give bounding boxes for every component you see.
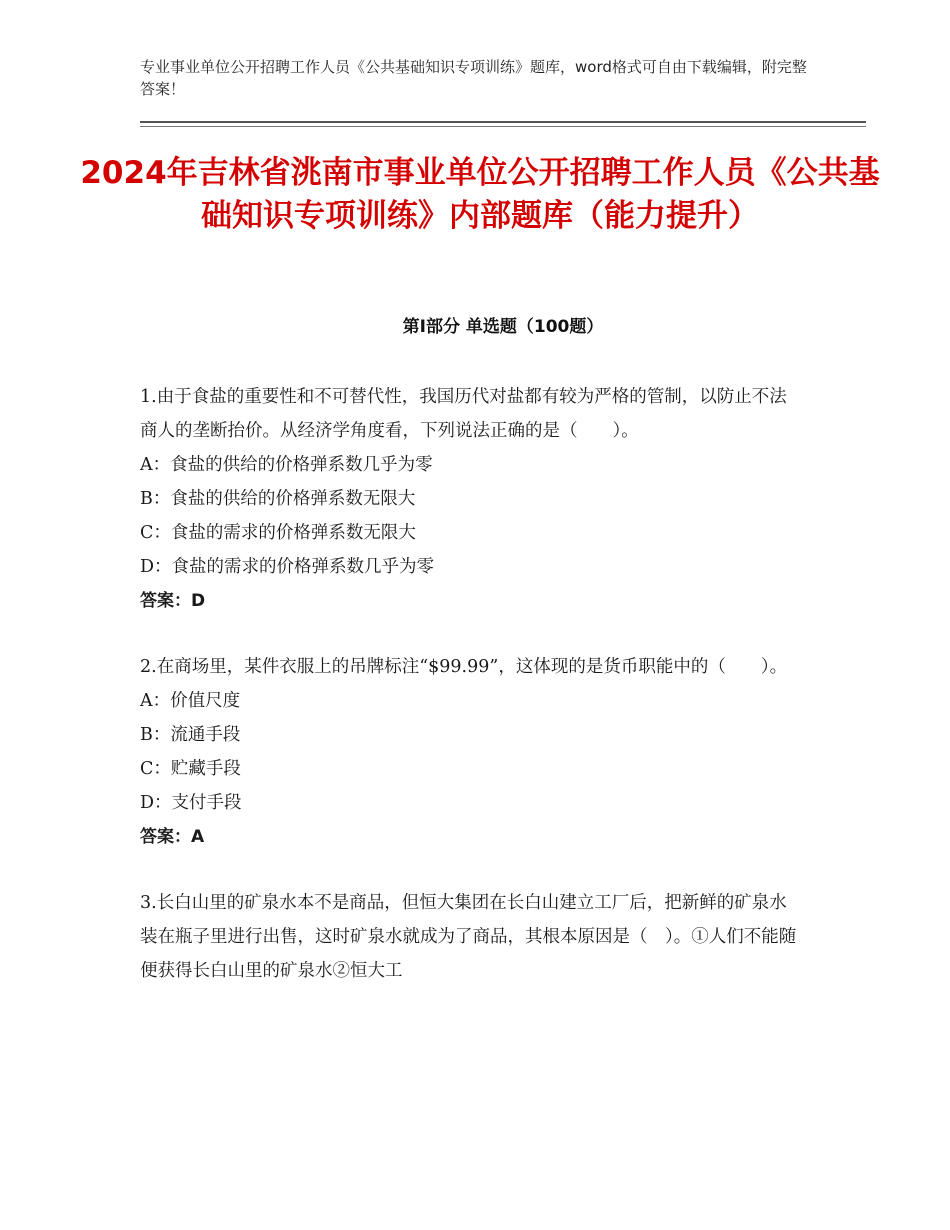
question-1: [140, 380, 800, 618]
answer: 答案：A: [140, 827, 205, 847]
option-c: C：食盐的需求的价格弹系数无限大: [140, 523, 416, 543]
question-stem: 1.由于食盐的重要性和不可替代性，我国历代对盐都有较为严格的管制，以防止不法商人的垄断抬价。从经济学角度看，下列说法正确的是（ ）。: [140, 387, 787, 441]
question-2: [140, 650, 800, 854]
document-title: 2024年吉林省洮南市事业单位公开招聘工作人员《公共基础知识专项训练》内部题库（能力提升）: [80, 155, 880, 234]
option-b: B：流通手段: [140, 725, 241, 745]
question-list: [140, 380, 800, 1020]
option-b: B：食盐的供给的价格弹系数无限大: [140, 489, 416, 509]
option-d: D：支付手段: [140, 793, 242, 813]
header-note: 专业事业单位公开招聘工作人员《公共基础知识专项训练》题库，word格式可自由下载编辑，附完整答案！: [140, 58, 807, 98]
header-rule-thin: [140, 126, 866, 127]
option-a: A：食盐的供给的价格弹系数几乎为零: [140, 455, 433, 475]
option-c: C：贮藏手段: [140, 759, 241, 779]
section-heading: 第Ⅰ部分 单选题（100题）: [402, 317, 604, 337]
option-a: A：价值尺度: [140, 691, 241, 711]
header-rule-thick: [140, 121, 866, 123]
option-d: D：食盐的需求的价格弹系数几乎为零: [140, 557, 435, 577]
question-stem: 3.长白山里的矿泉水本不是商品，但恒大集团在长白山建立工厂后，把新鲜的矿泉水装在瓶子里进行出售，这时矿泉水就成为了商品，其根本原因是（ ）。①人们不能随便获得长白山里的矿泉水②恒大工: [140, 893, 797, 981]
question-stem: 2.在商场里，某件衣服上的吊牌标注“$99.99”，这体现的是货币职能中的（ ）。: [140, 657, 788, 677]
question-3: [140, 886, 800, 988]
answer: 答案：D: [140, 591, 206, 611]
